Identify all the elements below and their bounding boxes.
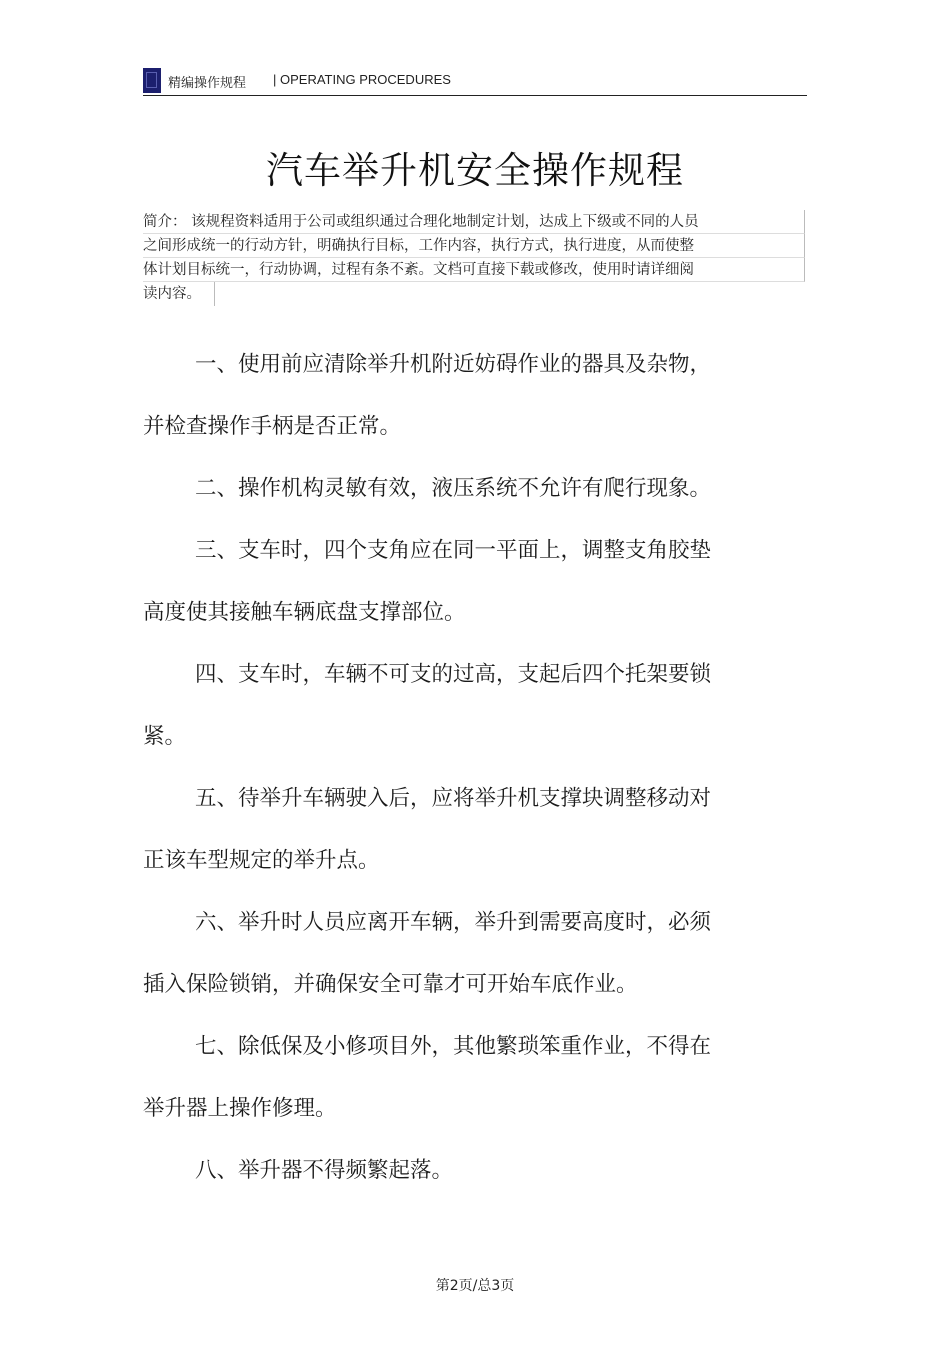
- rule-5-line-1: 五、待举升车辆驶入后，应将举升机支撑块调整移动对: [195, 786, 712, 811]
- document-body: [143, 334, 763, 1202]
- summary-line: 之间形成统一的行动方针，明确执行目标，工作内容，执行方式，执行进度，从而使整: [143, 234, 805, 258]
- rule-5-line-2: 正该车型规定的举升点。: [143, 848, 380, 873]
- rule-4-line-2: 紧。: [143, 724, 187, 749]
- page-indicator: 第2页/总3页: [435, 1278, 515, 1294]
- rule-6-line-1: 六、举升时人员应离开车辆，举升到需要高度时，必须: [195, 910, 712, 935]
- header-english-label: | OPERATING PROCEDURES: [273, 72, 451, 87]
- logo-icon: [143, 68, 161, 93]
- summary-line: 读内容。: [143, 282, 215, 306]
- page-header: [143, 66, 807, 96]
- rule-7-line-2: 举升器上操作修理。: [143, 1096, 337, 1121]
- rule-6-line-2: 插入保险锁销，并确保安全可靠才可开始车底作业。: [143, 972, 638, 997]
- summary-line: 简介： 该规程资料适用于公司或组织通过合理化地制定计划，达成上下级或不同的人员: [143, 210, 805, 234]
- rule-1-line-1: 一、使用前应清除举升机附近妨碍作业的器具及杂物，: [195, 352, 712, 377]
- rule-4-line-1: 四、支车时，车辆不可支的过高，支起后四个托架要锁: [195, 662, 712, 687]
- rule-3-line-2: 高度使其接触车辆底盘支撑部位。: [143, 600, 466, 625]
- rule-8-line-1: 八、举升器不得频繁起落。: [195, 1158, 454, 1183]
- summary-line: 体计划目标统一，行动协调，过程有条不紊。文档可直接下载或修改，使用时请详细阅: [143, 258, 805, 282]
- summary-box: [143, 210, 807, 306]
- rule-3-line-1: 三、支车时，四个支角应在同一平面上，调整支角胶垫: [195, 538, 712, 563]
- document-title: 汽车举升机安全操作规程: [266, 149, 684, 192]
- header-category-label: 精编操作规程: [168, 76, 247, 91]
- rule-7-line-1: 七、除低保及小修项目外，其他繁琐笨重作业，不得在: [195, 1034, 712, 1059]
- rule-1-line-2: 并检查操作手柄是否正常。: [143, 414, 402, 439]
- rule-2-line-1: 二、操作机构灵敏有效，液压系统不允许有爬行现象。: [195, 476, 712, 501]
